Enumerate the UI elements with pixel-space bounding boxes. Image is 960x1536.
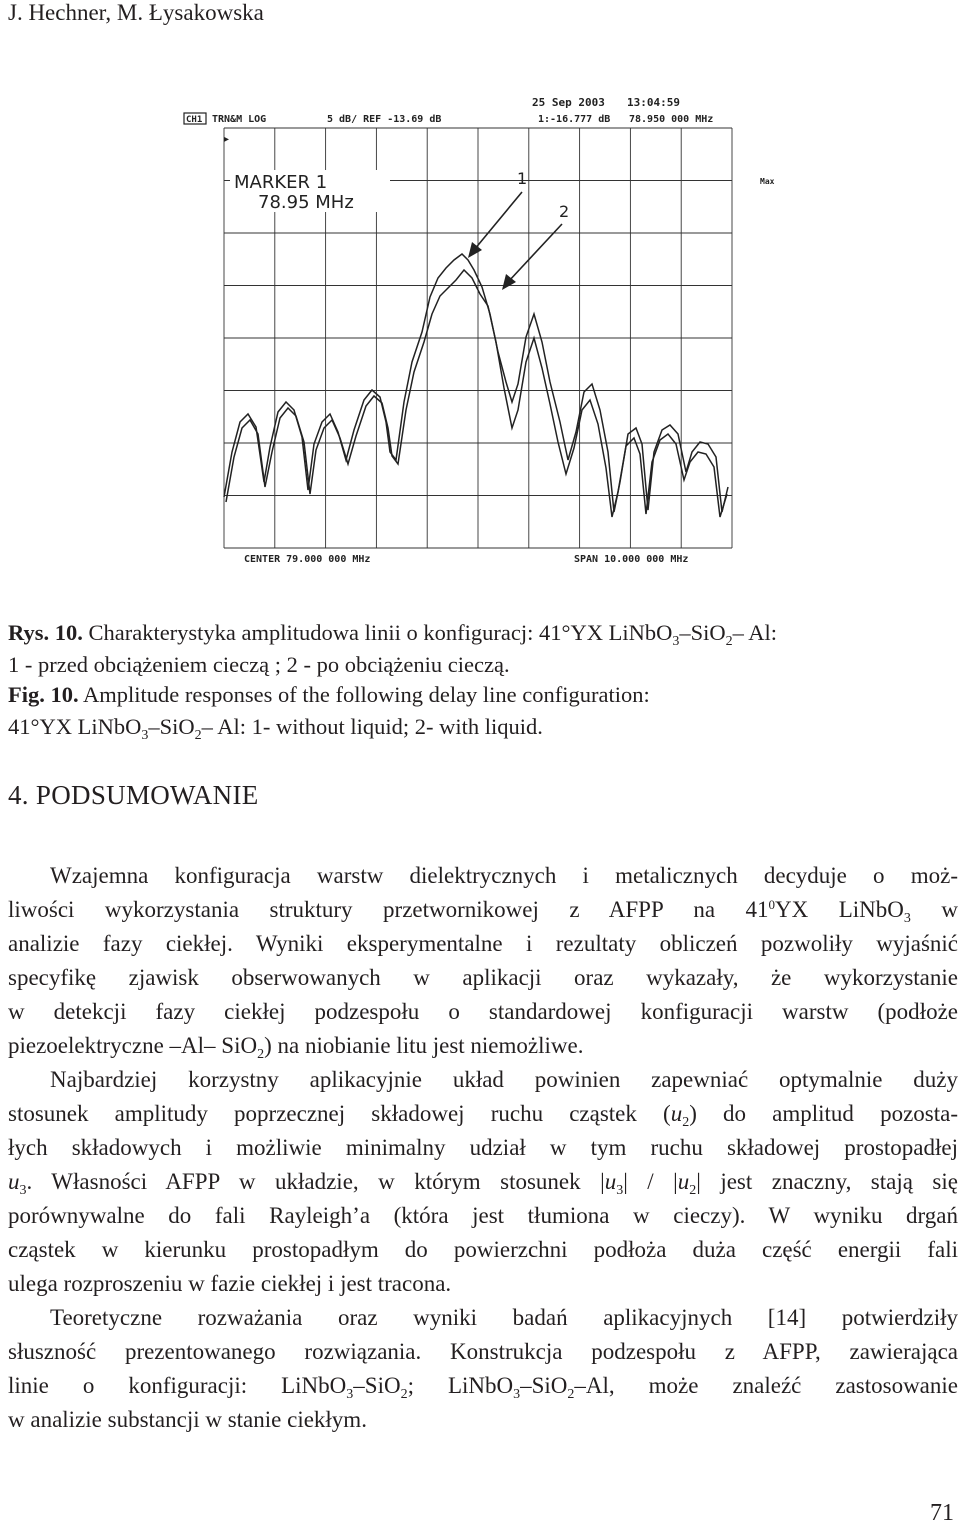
p2-line-1: Najbardziej korzystny aplikacyjnie układ powinien zapewniać optymalnie duży [50, 1067, 958, 1092]
p2-line-2-sub: 2 [682, 1115, 690, 1130]
p2-line-4-a: . Własności AFPP w układzie, w którym stosunek | [26, 1169, 605, 1194]
caption-en [8, 680, 650, 710]
caption-en-line2 [8, 712, 543, 742]
callout-1-arrow [474, 192, 522, 250]
instrument-channel: CH1 [186, 115, 203, 125]
p1-line-2-c: w [910, 897, 958, 922]
p2-line-4-sub: 3 [19, 1183, 27, 1198]
caption-pl-text-c: – Al: [732, 620, 778, 645]
p2-line-6: cząstek w kierunku prostopadłym do powierzchni podłoża duża część energii fali [8, 1237, 958, 1262]
p3-line-3-b: –SiO [353, 1373, 401, 1398]
p2-line-4-u: u [8, 1169, 20, 1194]
p1-line-1-text: Wzajemna konfiguracja warstw dielektrycznych i metalicznych decyduje o moż- [50, 863, 958, 888]
caption-en-sub2: 2 [194, 728, 202, 743]
callout-1-arrowhead [468, 242, 482, 258]
caption-en-sub3: 3 [141, 728, 149, 743]
caption-pl-text-b: –SiO [679, 620, 726, 645]
page-number: 71 [930, 1500, 954, 1526]
caption-pl-sub3: 3 [672, 634, 680, 649]
reference-marker-icon: ▸ [224, 134, 230, 145]
p2-line-5: porównywalne do fali Rayleigh’a (która jest tłumiona w cieczy). W wyniku drgań [8, 1203, 958, 1228]
caption-en-line2-b: –SiO [148, 714, 195, 739]
p3-line-4: w analizie substancji w stanie ciekłym. [8, 1407, 367, 1432]
p1-line-4: specyfikę zjawisk obserwowanych w aplikacji oraz wykazały, że wykorzystanie [8, 965, 958, 990]
span-frequency: SPAN 10.000 000 MHz [574, 554, 689, 565]
p3-line-3-sub3: 3 [513, 1387, 521, 1402]
p3-line-3-a: linie o konfiguracji: LiNbO [8, 1373, 347, 1398]
marker-box-line1: MARKER 1 [234, 172, 328, 193]
p3-line-1: Teoretyczne rozważania oraz wyniki badań aplikacyjnych [14] potwierdziły [50, 1305, 958, 1330]
p1-line-2-a: liwości wykorzystania struktury przetwornikowej z AFPP na 41 [8, 897, 769, 922]
amplitude-response-figure [172, 92, 775, 572]
p2-line-4-b: | / | [623, 1169, 678, 1194]
p2-line-3: łych składowych i możliwie minimalny udział w tym ruchu składowej prostopadłej [8, 1135, 958, 1160]
p1-line-6 [8, 1030, 958, 1061]
instrument-time: 13:04:59 [627, 96, 680, 109]
p1-line-6-sub: 2 [257, 1047, 265, 1062]
caption-en-line2-a: 41°YX LiNbO [8, 714, 142, 739]
section-heading [8, 780, 259, 811]
p3-line-3-sub2: 2 [400, 1387, 408, 1402]
p2-line-2-a: stosunek amplitudy poprzecznej składowej ruchu cząstek ( [8, 1101, 671, 1126]
center-frequency: CENTER 79.000 000 MHz [244, 554, 371, 565]
caption-pl-text-a: Charakterystyka amplitudowa linii o konfiguracj: 41°YX LiNbO [82, 620, 673, 645]
p1-line-3-a: analizie fazy ciekłej. [8, 931, 233, 956]
p2-line-4-u3: u [604, 1169, 617, 1194]
p2-line-2 [8, 1098, 958, 1129]
p1-line-2-sub: 3 [903, 911, 911, 926]
p2-line-4-u2: u [677, 1169, 690, 1194]
p2-line-4-c: | jest znaczny, stają się [696, 1169, 958, 1194]
instrument-scale: 5 dB/ REF -13.69 dB [327, 114, 442, 125]
p1-line-6-b: ) na niobianie litu jest niemożliwe. [264, 1033, 584, 1058]
instrument-date: 25 Sep 2003 [532, 96, 605, 109]
section-number: 4. [8, 780, 29, 810]
p3-line-3-d: –SiO [520, 1373, 568, 1398]
p2-line-4 [8, 1166, 958, 1197]
p3-line-3-c: ; LiNbO [407, 1373, 514, 1398]
p1-line-3-b: Wyniki eksperymentalne i rezultaty obliczeń pozwoliły wyjaśnić [232, 931, 958, 956]
running-head: J. Hechner, M. Łysakowska [8, 0, 264, 25]
p2-line-4-sub3: 3 [616, 1183, 624, 1198]
p1-line-6-a: piezoelektryczne –Al– SiO [8, 1033, 258, 1058]
p3-line-2: słuszność prezentowanego rozwiązania. Konstrukcja podzespołu z AFPP, zawierająca [8, 1339, 958, 1364]
p3-line-3 [8, 1370, 958, 1401]
callout-1-label: 1 [517, 169, 528, 188]
p2-line-2-b: ) do amplitud pozosta- [689, 1101, 958, 1126]
max-label: Max [760, 177, 775, 186]
marker-readout: 1:-16.777 dB [538, 114, 611, 125]
p3-line-3-sub1: 3 [346, 1387, 354, 1402]
p1-line-2-sup: 0 [768, 897, 776, 912]
callout-2-label: 2 [559, 202, 570, 221]
p1-line-2-b: YX LiNbO [775, 897, 904, 922]
p2-line-4-sub2: 2 [689, 1183, 697, 1198]
instrument-format: TRN&M LOG [212, 114, 267, 125]
caption-pl [8, 618, 777, 648]
marker-box-line2: 78.95 MHz [258, 192, 354, 213]
caption-en-text: Amplitude responses of the following delay line configuration: [78, 682, 650, 707]
caption-en-label: Fig. 10. [8, 682, 79, 707]
p1-line-5: w detekcji fazy ciekłej podzespołu o standardowej konfiguracji warstw (podłoże [8, 999, 958, 1024]
caption-en-line2-c: – Al: 1- without liquid; 2- with liquid. [201, 714, 543, 739]
p2-line-2-u: u [670, 1101, 683, 1126]
p3-line-3-e: –Al, może znaleźć zastosowanie [574, 1373, 958, 1398]
caption-pl-line2: 1 - przed obciążeniem cieczą ; 2 - po obciążeniu cieczą. [8, 652, 510, 677]
p3-line-3-sub4: 2 [567, 1387, 575, 1402]
trace-without-liquid [224, 254, 728, 512]
p1-line-1 [8, 860, 958, 891]
caption-pl-label: Rys. 10. [8, 620, 83, 645]
p1-line-3 [8, 928, 958, 959]
caption-pl-sub2: 2 [725, 634, 733, 649]
p2-line-7: ulega rozproszeniu w fazie ciekłej i jest tracona. [8, 1271, 452, 1296]
section-title: PODSUMOWANIE [35, 780, 259, 810]
marker-frequency: 78.950 000 MHz [629, 114, 714, 125]
p1-line-2 [8, 894, 958, 925]
